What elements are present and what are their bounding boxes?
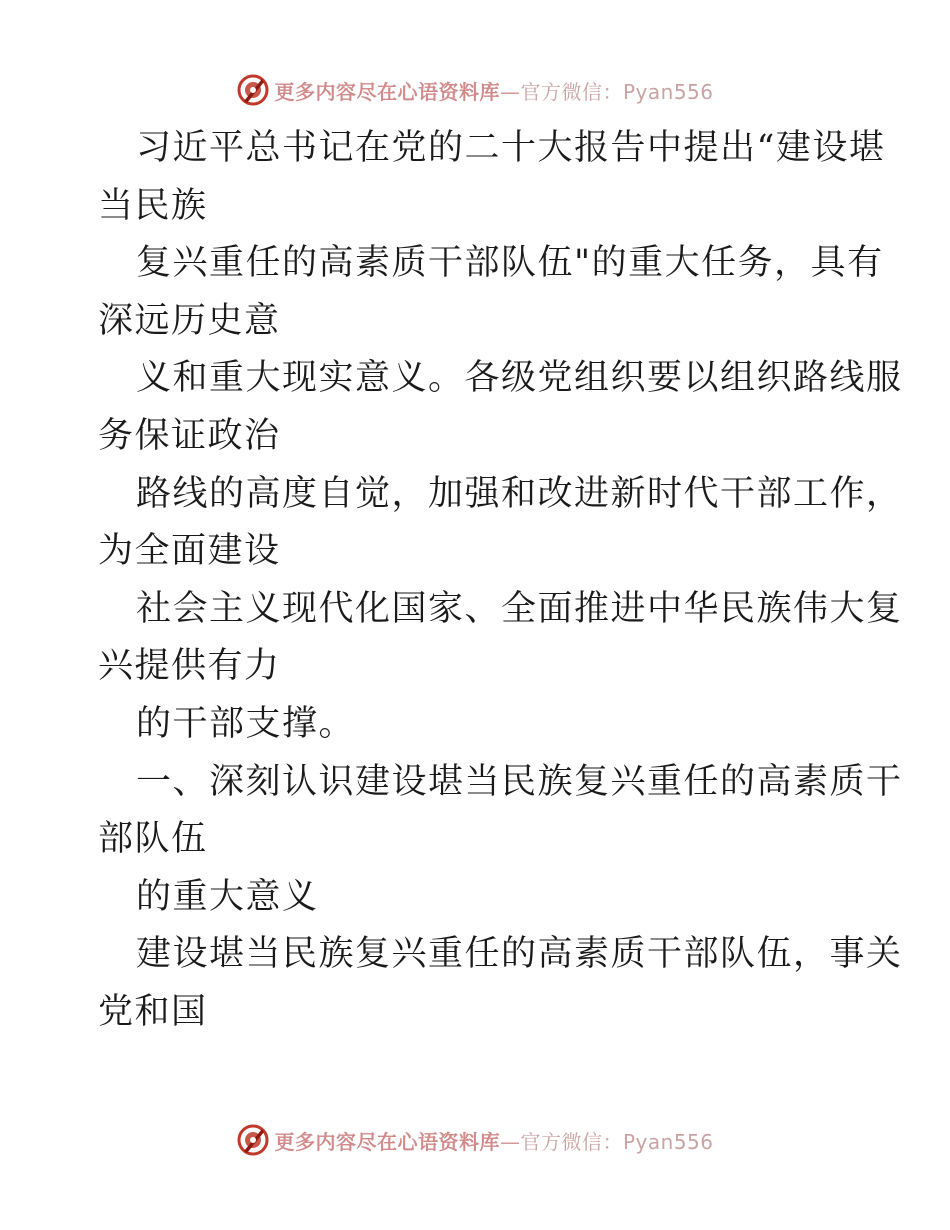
text-line: 建设堪当民族复兴重任的高素质干部队伍，事关 [136, 934, 903, 975]
text-line: 务保证政治 [98, 415, 281, 456]
document-body [98, 120, 903, 1042]
watermark-wechat-id: Pyan556 [622, 1129, 714, 1154]
text-line: 兴提供有力 [98, 646, 281, 687]
text-line: 复兴重任的高素质干部队伍"的重大任务，具有 [136, 243, 884, 284]
watermark-wechat-label: 官方微信： [520, 1129, 623, 1154]
text-line: 党和国 [98, 991, 208, 1032]
header-watermark [0, 70, 950, 110]
footer-watermark [0, 1120, 950, 1160]
watermark-dash: — [499, 1129, 521, 1154]
text-line: 路线的高度自觉，加强和改进新时代干部工作， [136, 473, 903, 514]
text-line: 社会主义现代化国家、全面推进中华民族伟大复 [136, 588, 903, 629]
quill-logo-icon [236, 1123, 270, 1157]
watermark-wechat-label: 官方微信： [520, 79, 623, 104]
text-line: 义和重大现实意义。各级党组织要以组织路线服 [136, 358, 903, 399]
text-line: 深远历史意 [98, 300, 281, 341]
watermark-dash: — [499, 79, 521, 104]
text-line: 部队伍 [98, 819, 208, 860]
text-line: 为全面建设 [98, 531, 281, 572]
text-line: 一、深刻认识建设堪当民族复兴重任的高素质干 [136, 761, 903, 802]
quill-logo-icon [236, 73, 270, 107]
watermark-site: 更多内容尽在心语资料库 [274, 79, 500, 104]
watermark-site: 更多内容尽在心语资料库 [274, 1129, 500, 1154]
watermark-text [274, 76, 713, 105]
text-line: 当民族 [98, 185, 208, 226]
watermark-wechat-id: Pyan556 [622, 79, 714, 104]
text-line: 的重大意义 [136, 876, 319, 917]
text-line: 的干部支撑。 [136, 703, 356, 744]
watermark-text [274, 1126, 713, 1155]
text-line: 习近平总书记在党的二十大报告中提出“建设堪 [136, 128, 886, 168]
